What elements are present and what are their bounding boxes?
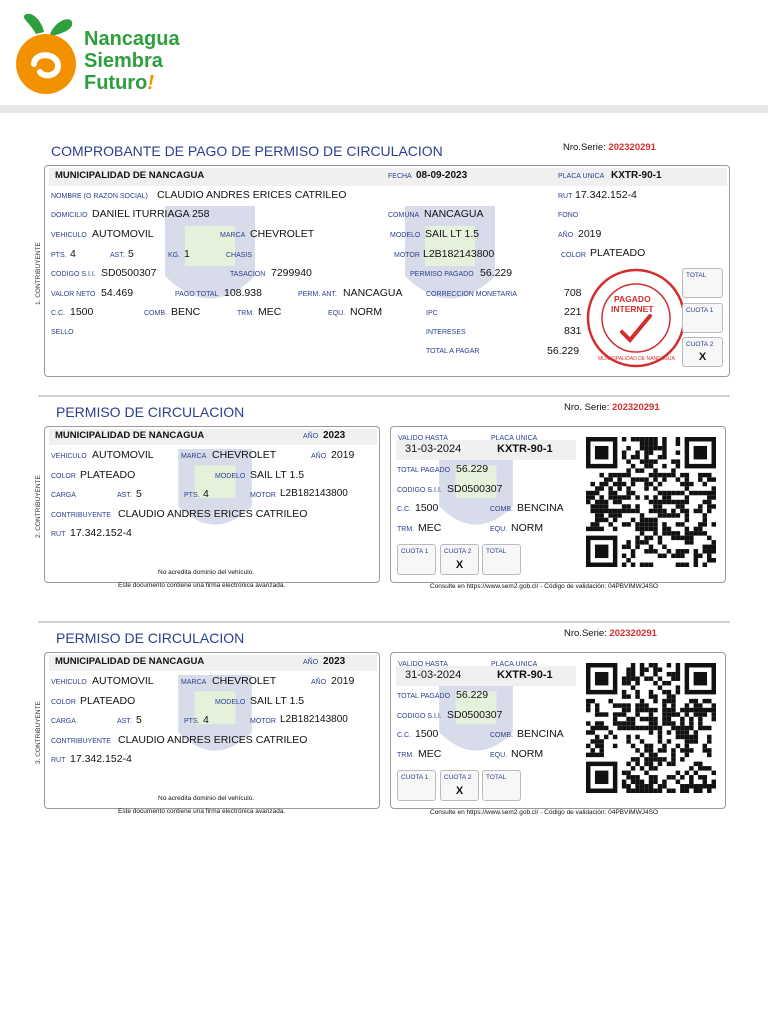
permiso-section: [0, 400, 768, 600]
permiso-placa-label: PLACA UNICA: [491, 661, 538, 668]
permiso-codigo: SD0500307: [447, 709, 503, 721]
ipc-label: IPC: [426, 310, 438, 317]
qr-code-icon: [586, 663, 716, 793]
domicilio-label: DOMICILIO: [51, 212, 88, 219]
permiso-rut: 17.342.152-4: [70, 753, 132, 765]
ast-label: AST.: [110, 252, 125, 259]
permiso-color: PLATEADO: [80, 695, 136, 707]
correccion-label: CORRECCION MONETARIA: [426, 291, 517, 298]
kg-label: KG.: [168, 252, 181, 259]
permiso-totalpag: 56.229: [456, 689, 489, 701]
permiso-contrib: CLAUDIO ANDRES ERICES CATRILEO: [118, 734, 308, 746]
logo-line3: Futuro!: [84, 72, 154, 94]
permiso-placa: KXTR-90-1: [497, 669, 553, 681]
ipc-value: 221: [564, 306, 582, 318]
modelo-value: SAIL LT 1.5: [425, 228, 480, 240]
ast-value: 5: [128, 248, 134, 260]
permiso-serie: Nro. Serie: 202320291: [564, 402, 660, 413]
permiso-anio-label: AÑO: [311, 679, 327, 686]
permiso-anio-top: 2023: [323, 430, 346, 441]
permiso-contrib: CLAUDIO ANDRES ERICES CATRILEO: [118, 508, 308, 520]
motor-value: L2B182143800: [423, 248, 495, 260]
permiso-trm: MEC: [418, 522, 442, 534]
permiso-equ-label: EQU.: [490, 526, 508, 533]
correccion-value: 708: [564, 287, 582, 299]
permiso-modelo-label: MODELO: [215, 473, 246, 480]
comprobante-title: COMPROBANTE DE PAGO DE PERMISO DE CIRCULACION: [51, 143, 443, 159]
permiso-ast: 5: [136, 488, 142, 500]
permiso-placa-label: PLACA UNICA: [491, 435, 538, 442]
codigo-value: SD0500307: [101, 267, 157, 279]
vehiculo-label: VEHICULO: [51, 232, 87, 239]
logo: [14, 12, 194, 100]
motor-label: MOTOR: [394, 252, 420, 259]
permiso-label: PERMISO PAGADO: [410, 271, 474, 278]
permiso-cuota2-box: CUOTA 2 X: [440, 770, 479, 801]
permiso-comb: BENCINA: [517, 728, 564, 740]
valorneto-value: 54.469: [101, 287, 134, 299]
rut-value: 17.342.152-4: [575, 189, 637, 201]
valorneto-label: VALOR NETO: [51, 291, 96, 298]
logo-line1: Nancagua: [84, 28, 180, 50]
permiso-modelo: SAIL LT 1.5: [250, 695, 305, 707]
permiso-codigo-label: CODIGO S.I.I.: [397, 713, 442, 720]
permiso-anio-label: AÑO: [311, 453, 327, 460]
comprobante-serie: Nro.Serie: 202320291: [563, 142, 656, 153]
fecha-value: 08-09-2023: [416, 170, 468, 181]
vehiculo-value: AUTOMOVIL: [92, 228, 154, 240]
permiso-color: PLATEADO: [80, 469, 136, 481]
pts-value: 4: [70, 248, 76, 260]
permiso-trm-label: TRM.: [397, 752, 415, 759]
section-divider: [38, 621, 730, 623]
tasacion-label: TASACION: [230, 271, 266, 278]
comprobante-muni: MUNICIPALIDAD DE NANCAGUA: [55, 170, 205, 181]
permiso-codigo: SD0500307: [447, 483, 503, 495]
modelo-label: MODELO: [390, 232, 421, 239]
permiso-consulte: Consulte en https://www.sem2.gob.cl/ - Código de validación: 04PBVIMWJ4SO: [430, 583, 658, 590]
permiso-pts-label: PTS.: [184, 718, 200, 725]
permiso-comb-label: COMB.: [490, 506, 513, 513]
permiso-valido: 31-03-2024: [405, 443, 462, 455]
comuna-value: NANCAGUA: [424, 208, 484, 220]
fono-label: FONO: [558, 212, 579, 219]
permiso-serie: Nro.Serie: 202320291: [564, 628, 657, 639]
permiso-contrib-label: CONTRIBUYENTE: [51, 738, 111, 745]
qr-code-icon: [586, 437, 716, 567]
permiso-equ-label: EQU.: [490, 752, 508, 759]
permiso-cc: 1500: [415, 728, 439, 740]
stamp-ring-text: MUNICIPALIDAD DE NANCAGUA: [598, 356, 675, 362]
domicilio-value: DANIEL ITURRIAGA 258: [92, 208, 210, 220]
permiso-rut-label: RUT: [51, 531, 66, 538]
permiso-total-box: TOTAL: [482, 544, 521, 575]
placa-label: PLACA UNICA: [558, 173, 605, 180]
comprobante-vertical: 1. CONTRIBUYENTE: [35, 242, 42, 305]
intereses-value: 831: [564, 325, 582, 337]
logo-excl: !: [147, 72, 154, 94]
permiso-equ: NORM: [511, 522, 544, 534]
permiso-ast: 5: [136, 714, 142, 726]
permiso-muni: MUNICIPALIDAD DE NANCAGUA: [55, 656, 205, 667]
marca-value: CHEVROLET: [250, 228, 315, 240]
trm-value: MEC: [258, 306, 282, 318]
nombre-value: CLAUDIO ANDRES ERICES CATRILEO: [157, 189, 347, 201]
chasis-label: CHASIS: [226, 252, 253, 259]
permiso-cuota1-box: CUOTA 1: [397, 770, 436, 801]
permiso-totalpag: 56.229: [456, 463, 489, 475]
permiso-contrib-label: CONTRIBUYENTE: [51, 512, 111, 519]
pts-label: PTS.: [51, 252, 67, 259]
permiso-total-box: TOTAL: [482, 770, 521, 801]
permiso-modelo: SAIL LT 1.5: [250, 469, 305, 481]
header-divider: [0, 105, 768, 113]
stamp-line1: PAGADO: [614, 294, 651, 304]
equ-label: EQU.: [328, 310, 346, 317]
nombre-label: NOMBRE (O RAZON SOCIAL): [51, 193, 148, 200]
permiso-pts: 4: [203, 714, 209, 726]
permiso-pts: 4: [203, 488, 209, 500]
intereses-label: INTERESES: [426, 329, 466, 336]
color-label: COLOR: [561, 252, 586, 259]
pagado-internet-stamp: [584, 266, 688, 370]
marca-label: MARCA: [220, 232, 246, 239]
permiso-comb-label: COMB.: [490, 732, 513, 739]
permiso-pts-label: PTS.: [184, 492, 200, 499]
totalpagar-value: 56.229: [547, 345, 580, 357]
codigo-label: CODIGO S.I.I.: [51, 271, 96, 278]
permiso-totalpag-label: TOTAL PAGADO: [397, 467, 451, 474]
permiso-anio: 2019: [331, 449, 355, 461]
placa-value: KXTR-90-1: [611, 170, 662, 181]
permiso-cuota2-box: CUOTA 2 X: [440, 544, 479, 575]
permiso-carga-label: CARGA: [51, 718, 76, 725]
orange-logo-icon: [14, 12, 80, 98]
permiso-title: PERMISO DE CIRCULACION: [56, 404, 245, 420]
permiso-cuota1-box: CUOTA 1: [397, 544, 436, 575]
permiso-modelo-label: MODELO: [215, 699, 246, 706]
permiso-rut: 17.342.152-4: [70, 527, 132, 539]
permiso-motor: L2B182143800: [280, 714, 348, 725]
permiso-title: PERMISO DE CIRCULACION: [56, 630, 245, 646]
permiso-value: 56.229: [480, 267, 513, 279]
permiso-totalpag-label: TOTAL PAGADO: [397, 693, 451, 700]
permiso-cc: 1500: [415, 502, 439, 514]
pagototal-value: 108.938: [224, 287, 262, 299]
comb-label: COMB.: [144, 310, 167, 317]
cc-value: 1500: [70, 306, 94, 318]
trm-label: TRM.: [237, 310, 255, 317]
permiso-section: [0, 626, 768, 826]
comuna-label: COMUNA: [388, 212, 420, 219]
cc-label: C.C.: [51, 310, 65, 317]
logo-line2: Siembra: [84, 50, 163, 72]
comb-value: BENC: [171, 306, 201, 318]
permiso-placa: KXTR-90-1: [497, 443, 553, 455]
color-value: PLATEADO: [590, 247, 646, 259]
permiso-color-label: COLOR: [51, 699, 76, 706]
equ-value: NORM: [350, 306, 383, 318]
permiso-valido: 31-03-2024: [405, 669, 462, 681]
permiso-codigo-label: CODIGO S.I.I.: [397, 487, 442, 494]
permiso-vehiculo-label: VEHICULO: [51, 453, 87, 460]
permiso-anio-top: 2023: [323, 656, 346, 667]
permiso-motor: L2B182143800: [280, 488, 348, 499]
totalpagar-label: TOTAL A PAGAR: [426, 348, 480, 355]
tasacion-value: 7299940: [271, 267, 312, 279]
permiso-motor-label: MOTOR: [250, 492, 276, 499]
sello-label: SELLO: [51, 329, 74, 336]
permiso-dominio: No acredita dominio del vehículo.: [158, 569, 255, 576]
cuota2-box: CUOTA 2 X: [682, 337, 723, 367]
permiso-anio: 2019: [331, 675, 355, 687]
permiso-marca-label: MARCA: [181, 453, 207, 460]
pagototal-label: PAGO TOTAL: [175, 291, 219, 298]
cuota1-box: CUOTA 1: [682, 303, 723, 333]
permiso-firma: Este documento contiene una firma electrónica avanzada.: [118, 808, 286, 815]
permiso-cc-label: C.C.: [397, 506, 411, 513]
permiso-rut-label: RUT: [51, 757, 66, 764]
permiso-trm-label: TRM.: [397, 526, 415, 533]
permiso-vehiculo: AUTOMOVIL: [92, 675, 154, 687]
permiso-valido-label: VALIDO HASTA: [398, 435, 448, 442]
permiso-marca: CHEVROLET: [212, 449, 277, 461]
permiso-marca: CHEVROLET: [212, 675, 277, 687]
kg-value: 1: [184, 248, 190, 260]
anio-label: AÑO: [558, 232, 574, 239]
permiso-ast-label: AST.: [117, 718, 132, 725]
permiso-anio-top-label: AÑO: [303, 659, 319, 666]
anio-value: 2019: [578, 228, 602, 240]
permiso-ast-label: AST.: [117, 492, 132, 499]
permiso-equ: NORM: [511, 748, 544, 760]
permiso-marca-label: MARCA: [181, 679, 207, 686]
permiso-trm: MEC: [418, 748, 442, 760]
permiso-vertical: 2. CONTRIBUYENTE: [35, 475, 42, 538]
permant-value: NANCAGUA: [343, 287, 403, 299]
rut-label: RUT: [558, 193, 573, 200]
permiso-dominio: No acredita dominio del vehículo.: [158, 795, 255, 802]
permant-label: PERM. ANT.: [298, 291, 337, 298]
section-divider: [38, 395, 730, 397]
permiso-comb: BENCINA: [517, 502, 564, 514]
permiso-vehiculo-label: VEHICULO: [51, 679, 87, 686]
total-box: TOTAL: [682, 268, 723, 298]
permiso-valido-label: VALIDO HASTA: [398, 661, 448, 668]
permiso-muni: MUNICIPALIDAD DE NANCAGUA: [55, 430, 205, 441]
permiso-anio-top-label: AÑO: [303, 433, 319, 440]
permiso-firma: Este documento contiene una firma electrónica avanzada.: [118, 582, 286, 589]
permiso-color-label: COLOR: [51, 473, 76, 480]
permiso-motor-label: MOTOR: [250, 718, 276, 725]
permiso-consulte: Consulte en https://www.sem2.gob.cl/ - Código de validación: 04PBVIMWJ4SO: [430, 809, 658, 816]
stamp-line2: INTERNET: [611, 304, 654, 314]
permiso-vertical: 3. CONTRIBUYENTE: [35, 701, 42, 764]
permiso-carga-label: CARGA: [51, 492, 76, 499]
permiso-vehiculo: AUTOMOVIL: [92, 449, 154, 461]
permiso-cc-label: C.C.: [397, 732, 411, 739]
fecha-label: FECHA: [388, 173, 412, 180]
